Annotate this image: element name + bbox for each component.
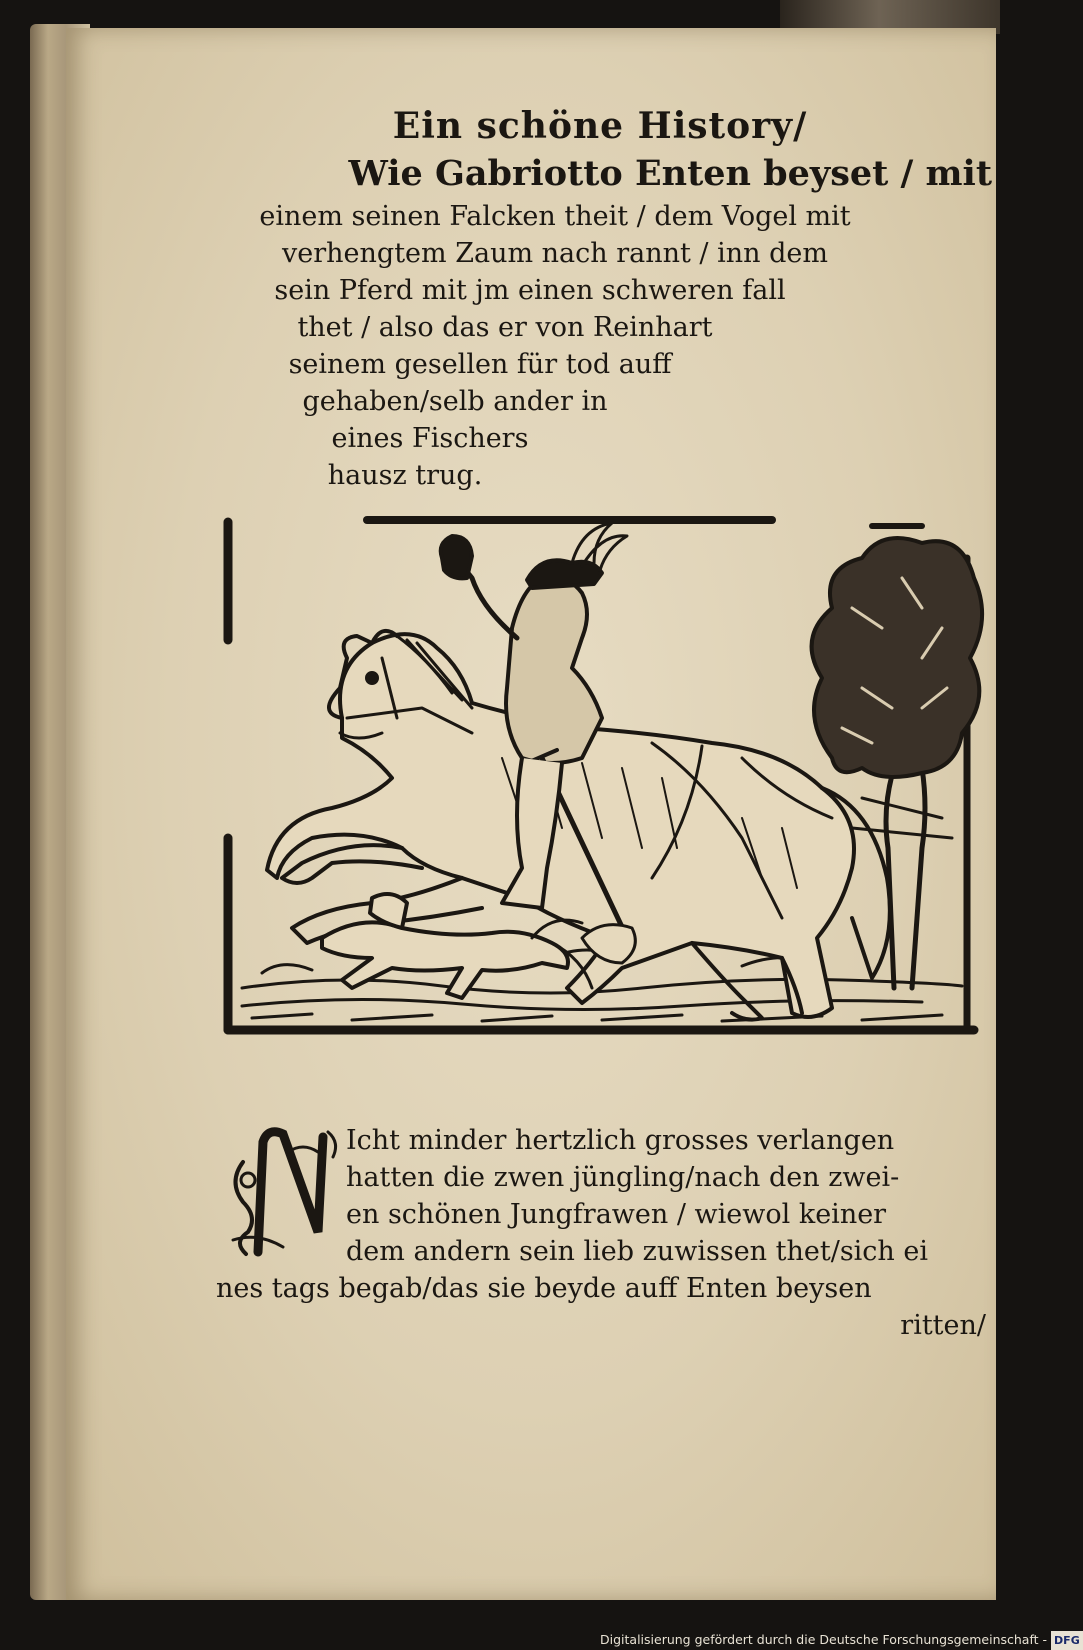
body-line: dem andern sein lieb zuwissen thet/sich ei xyxy=(346,1236,929,1267)
heading-line: einem seinen Falcken theit / dem Vogel mit xyxy=(259,201,851,232)
body-text xyxy=(216,1122,990,1344)
heading-line: hausz trug. xyxy=(327,460,483,491)
heading-line-2: Wie Gabriotto Enten beyset / mit xyxy=(348,153,992,194)
dfg-logo: DFG xyxy=(1051,1631,1083,1650)
body-line: ritten/ xyxy=(900,1310,986,1341)
heading-line: seinem gesellen für tod auff xyxy=(288,349,672,380)
decorative-initial xyxy=(228,1122,346,1262)
body-line: Icht minder hertzlich grosses verlangen xyxy=(346,1125,895,1156)
heading-line: thet / also das er von Reinhart xyxy=(297,312,713,343)
tree xyxy=(812,538,983,988)
heading-line: eines Fischers xyxy=(331,423,529,454)
stump xyxy=(582,925,635,963)
heading-line: sein Pferd mit jm einen schweren fall xyxy=(274,275,786,306)
body-line: en schönen Jungfrawen / wiewol keiner xyxy=(346,1199,887,1230)
digitization-footer xyxy=(600,1630,1080,1649)
body-line: nes tags begab/das sie beyde auff Enten beysen xyxy=(216,1273,872,1304)
woodcut-illustration xyxy=(222,518,980,1096)
heading-line: verhengtem Zaum nach rannt / inn dem xyxy=(282,238,828,269)
footer-text: Digitalisierung gefördert durch die Deutsche Forschungsgemeinschaft - xyxy=(600,1632,1048,1647)
heading-line: gehaben/selb ander in xyxy=(302,386,608,417)
heading-line-1: Ein schöne History/ xyxy=(392,105,808,147)
chapter-heading xyxy=(200,102,1000,494)
body-line: hatten die zwen jüngling/nach den zwei- xyxy=(346,1162,900,1193)
